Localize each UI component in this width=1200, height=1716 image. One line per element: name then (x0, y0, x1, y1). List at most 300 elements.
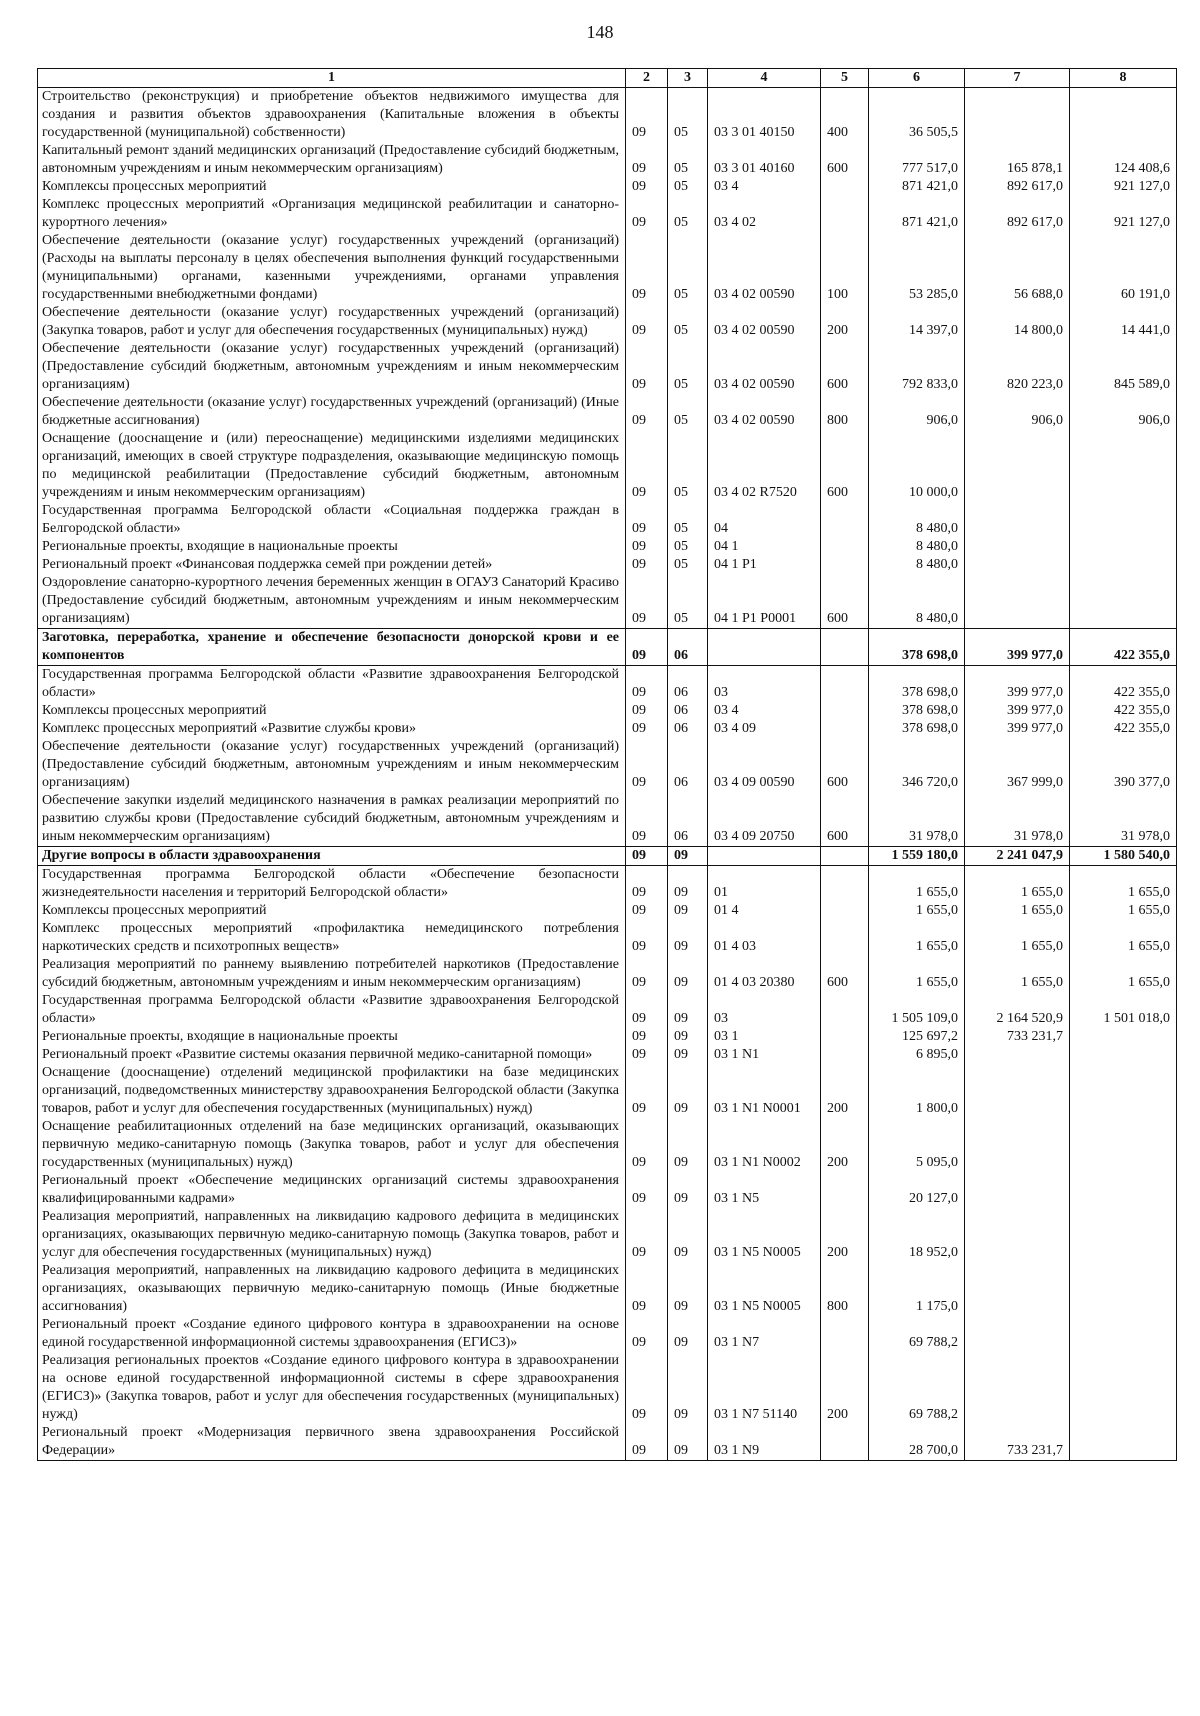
row-subsection: 05 (668, 538, 708, 556)
table-row (38, 1262, 1177, 1316)
row-amount-col8 (1070, 556, 1177, 574)
table-row (38, 1208, 1177, 1262)
row-name: Реализация мероприятий, направленных на ликвидацию кадрового дефицита в медицинских организациях, оказывающих первичную медико-санитарную помощь (Закупка товаров, работ и услуг для обеспечения государственных (муниципальных) нужд) (38, 1208, 626, 1262)
row-target-article: 01 4 03 (708, 920, 821, 956)
row-amount-col6: 1 175,0 (869, 1262, 965, 1316)
row-expense-type (821, 1316, 869, 1352)
row-amount-col6: 18 952,0 (869, 1208, 965, 1262)
row-name: Региональный проект «Модернизация первичного звена здравоохранения Российской Федерации» (38, 1424, 626, 1461)
row-section: 09 (626, 340, 668, 394)
row-expense-type (821, 502, 869, 538)
row-expense-type: 600 (821, 574, 869, 629)
row-amount-col7: 906,0 (965, 394, 1070, 430)
row-subsection: 06 (668, 702, 708, 720)
row-name: Комплекс процессных мероприятий «Развитие службы крови» (38, 720, 626, 738)
row-name: Комплекс процессных мероприятий «профилактика немедицинского потребления наркотических средств и психотропных веществ» (38, 920, 626, 956)
row-subsection: 05 (668, 178, 708, 196)
row-name: Региональный проект «Развитие системы оказания первичной медико-санитарной помощи» (38, 1046, 626, 1064)
table-row (38, 340, 1177, 394)
row-amount-col6: 10 000,0 (869, 430, 965, 502)
row-amount-col6: 378 698,0 (869, 666, 965, 703)
row-subsection: 05 (668, 430, 708, 502)
row-subsection: 09 (668, 1352, 708, 1424)
row-amount-col8 (1070, 88, 1177, 143)
row-section: 09 (626, 1424, 668, 1461)
row-section: 09 (626, 792, 668, 847)
row-amount-col7: 14 800,0 (965, 304, 1070, 340)
row-subsection: 05 (668, 574, 708, 629)
row-expense-type: 800 (821, 1262, 869, 1316)
row-section: 09 (626, 502, 668, 538)
table-row (38, 1172, 1177, 1208)
row-subsection: 09 (668, 866, 708, 903)
row-section: 09 (626, 666, 668, 703)
row-expense-type: 200 (821, 1064, 869, 1118)
row-amount-col7 (965, 556, 1070, 574)
budget-table (37, 68, 1177, 1461)
row-amount-col6: 53 285,0 (869, 232, 965, 304)
row-amount-col7: 399 977,0 (965, 720, 1070, 738)
row-amount-col7: 31 978,0 (965, 792, 1070, 847)
row-amount-col7: 165 878,1 (965, 142, 1070, 178)
row-target-article: 03 4 02 00590 (708, 394, 821, 430)
row-amount-col6: 5 095,0 (869, 1118, 965, 1172)
row-subsection: 09 (668, 1118, 708, 1172)
row-amount-col8: 1 655,0 (1070, 956, 1177, 992)
row-amount-col8 (1070, 1208, 1177, 1262)
header-col-2: 2 (626, 69, 668, 88)
row-amount-col6: 378 698,0 (869, 702, 965, 720)
row-section: 09 (626, 1208, 668, 1262)
row-amount-col7: 820 223,0 (965, 340, 1070, 394)
header-row (38, 69, 1177, 88)
row-amount-col6: 8 480,0 (869, 574, 965, 629)
row-name: Обеспечение деятельности (оказание услуг) государственных учреждений (организаций) (Закупка товаров, работ и услуг для обеспечения государственных (муниципальных) нужд) (38, 304, 626, 340)
table-row (38, 502, 1177, 538)
row-section: 09 (626, 430, 668, 502)
row-subsection: 09 (668, 1064, 708, 1118)
row-target-article: 03 4 02 00590 (708, 340, 821, 394)
table-row (38, 738, 1177, 792)
row-amount-col6: 8 480,0 (869, 502, 965, 538)
row-name: Региональные проекты, входящие в национальные проекты (38, 538, 626, 556)
row-section: 09 (626, 1046, 668, 1064)
row-name: Комплексы процессных мероприятий (38, 178, 626, 196)
row-target-article: 03 4 (708, 178, 821, 196)
row-subsection: 09 (668, 1028, 708, 1046)
row-subsection: 05 (668, 340, 708, 394)
row-target-article: 03 1 (708, 1028, 821, 1046)
table-row (38, 956, 1177, 992)
header-col-6: 6 (869, 69, 965, 88)
row-amount-col7: 399 977,0 (965, 702, 1070, 720)
row-amount-col8 (1070, 1316, 1177, 1352)
row-expense-type (821, 902, 869, 920)
row-expense-type: 200 (821, 304, 869, 340)
row-amount-col6: 6 895,0 (869, 1046, 965, 1064)
table-row (38, 902, 1177, 920)
row-subsection: 09 (668, 1046, 708, 1064)
table-row (38, 992, 1177, 1028)
row-amount-col7: 1 655,0 (965, 920, 1070, 956)
row-amount-col8 (1070, 502, 1177, 538)
header-col-4: 4 (708, 69, 821, 88)
row-amount-col8 (1070, 574, 1177, 629)
row-subsection: 09 (668, 847, 708, 866)
row-amount-col7: 733 231,7 (965, 1028, 1070, 1046)
row-name: Капитальный ремонт зданий медицинских организаций (Предоставление субсидий бюджетным, автономным учреждениям и иным некоммерческим организациям) (38, 142, 626, 178)
row-subsection: 05 (668, 394, 708, 430)
row-amount-col6: 792 833,0 (869, 340, 965, 394)
row-amount-col6: 20 127,0 (869, 1172, 965, 1208)
row-subsection: 09 (668, 920, 708, 956)
row-name: Строительство (реконструкция) и приобретение объектов недвижимого имущества для создания и развития объектов здравоохранения (Капитальные вложения в объекты государственной (муниципальной) собственности) (38, 88, 626, 143)
row-target-article: 03 4 09 (708, 720, 821, 738)
row-amount-col6: 777 517,0 (869, 142, 965, 178)
row-section: 09 (626, 196, 668, 232)
row-expense-type (821, 629, 869, 666)
row-expense-type: 200 (821, 1208, 869, 1262)
row-amount-col7 (965, 1262, 1070, 1316)
row-amount-col6: 36 505,5 (869, 88, 965, 143)
row-name: Региональный проект «Обеспечение медицинских организаций системы здравоохранения квалифицированными кадрами» (38, 1172, 626, 1208)
row-subsection: 05 (668, 88, 708, 143)
row-amount-col7 (965, 538, 1070, 556)
row-amount-col8: 1 580 540,0 (1070, 847, 1177, 866)
row-name: Государственная программа Белгородской области «Социальная поддержка граждан в Белгородской области» (38, 502, 626, 538)
row-expense-type (821, 666, 869, 703)
row-name: Государственная программа Белгородской области «Развитие здравоохранения Белгородской области» (38, 992, 626, 1028)
row-target-article: 03 4 02 (708, 196, 821, 232)
row-amount-col8: 124 408,6 (1070, 142, 1177, 178)
row-name: Другие вопросы в области здравоохранения (38, 847, 626, 866)
row-expense-type (821, 720, 869, 738)
row-subsection: 05 (668, 304, 708, 340)
row-amount-col8: 906,0 (1070, 394, 1177, 430)
row-amount-col8 (1070, 1424, 1177, 1461)
row-section: 09 (626, 866, 668, 903)
table-row (38, 574, 1177, 629)
row-amount-col8 (1070, 1046, 1177, 1064)
row-amount-col7 (965, 1172, 1070, 1208)
row-name: Оздоровление санаторно-курортного лечения беременных женщин в ОГАУЗ Санаторий Красиво (Предоставление субсидий бюджетным, автономным учреждениям и иным некоммерческим организациям) (38, 574, 626, 629)
row-target-article: 01 (708, 866, 821, 903)
row-expense-type (821, 196, 869, 232)
row-subsection: 05 (668, 556, 708, 574)
row-target-article: 03 4 02 00590 (708, 304, 821, 340)
table-row (38, 1118, 1177, 1172)
row-section: 09 (626, 88, 668, 143)
row-section: 09 (626, 574, 668, 629)
row-amount-col6: 28 700,0 (869, 1424, 965, 1461)
row-name: Обеспечение деятельности (оказание услуг) государственных учреждений (организаций) (Расходы на выплаты персоналу в целях обеспечения выполнения функций государственными (муниципальными) органами, казенными учреждениями, органами управления государственными внебюджетными фондами) (38, 232, 626, 304)
header-col-3: 3 (668, 69, 708, 88)
row-name: Заготовка, переработка, хранение и обеспечение безопасности донорской крови и ее компонентов (38, 629, 626, 666)
row-section: 09 (626, 847, 668, 866)
row-amount-col8 (1070, 538, 1177, 556)
row-target-article (708, 629, 821, 666)
row-subsection: 05 (668, 502, 708, 538)
row-amount-col6: 1 559 180,0 (869, 847, 965, 866)
row-amount-col6: 8 480,0 (869, 538, 965, 556)
row-amount-col7 (965, 1064, 1070, 1118)
row-subsection: 06 (668, 666, 708, 703)
row-subsection: 05 (668, 232, 708, 304)
row-amount-col7: 1 655,0 (965, 866, 1070, 903)
table-row (38, 1316, 1177, 1352)
row-amount-col8: 921 127,0 (1070, 178, 1177, 196)
header-col-8: 8 (1070, 69, 1177, 88)
row-amount-col8: 1 655,0 (1070, 902, 1177, 920)
row-subsection: 09 (668, 1262, 708, 1316)
row-target-article: 01 4 03 20380 (708, 956, 821, 992)
row-section: 09 (626, 1172, 668, 1208)
row-amount-col6: 31 978,0 (869, 792, 965, 847)
row-target-article: 03 (708, 666, 821, 703)
row-target-article: 04 1 P1 (708, 556, 821, 574)
row-target-article: 03 (708, 992, 821, 1028)
table-body (38, 88, 1177, 1461)
row-section: 09 (626, 394, 668, 430)
row-expense-type (821, 1424, 869, 1461)
row-expense-type (821, 538, 869, 556)
row-section: 09 (626, 1352, 668, 1424)
row-amount-col7: 399 977,0 (965, 666, 1070, 703)
row-target-article: 03 1 N1 (708, 1046, 821, 1064)
row-amount-col8: 1 501 018,0 (1070, 992, 1177, 1028)
row-amount-col6: 871 421,0 (869, 178, 965, 196)
row-section: 09 (626, 556, 668, 574)
row-amount-col8: 845 589,0 (1070, 340, 1177, 394)
row-section: 09 (626, 992, 668, 1028)
row-target-article: 04 1 P1 P0001 (708, 574, 821, 629)
header-col-7: 7 (965, 69, 1070, 88)
row-amount-col6: 871 421,0 (869, 196, 965, 232)
row-amount-col6: 14 397,0 (869, 304, 965, 340)
row-expense-type: 200 (821, 1118, 869, 1172)
row-amount-col7 (965, 1316, 1070, 1352)
row-expense-type: 400 (821, 88, 869, 143)
row-amount-col6: 346 720,0 (869, 738, 965, 792)
row-amount-col7: 1 655,0 (965, 902, 1070, 920)
row-target-article: 03 1 N5 (708, 1172, 821, 1208)
table-section-row (38, 847, 1177, 866)
row-subsection: 05 (668, 142, 708, 178)
row-name: Государственная программа Белгородской области «Обеспечение безопасности жизнедеятельности населения и территорий Белгородской области» (38, 866, 626, 903)
row-amount-col6: 1 800,0 (869, 1064, 965, 1118)
row-amount-col6: 906,0 (869, 394, 965, 430)
row-amount-col8: 422 355,0 (1070, 702, 1177, 720)
row-amount-col7: 733 231,7 (965, 1424, 1070, 1461)
table-row (38, 1424, 1177, 1461)
page-number: 148 (586, 22, 614, 42)
row-section: 09 (626, 629, 668, 666)
row-name: Комплекс процессных мероприятий «Организация медицинской реабилитации и санаторно-курортного лечения» (38, 196, 626, 232)
row-target-article: 03 1 N9 (708, 1424, 821, 1461)
row-name: Обеспечение деятельности (оказание услуг) государственных учреждений (организаций) (Предоставление субсидий бюджетным, автономным учреждениям и иным некоммерческим организациям) (38, 340, 626, 394)
row-amount-col8: 422 355,0 (1070, 629, 1177, 666)
row-amount-col8: 422 355,0 (1070, 666, 1177, 703)
table-row (38, 196, 1177, 232)
row-name: Региональный проект «Финансовая поддержка семей при рождении детей» (38, 556, 626, 574)
row-target-article: 03 3 01 40150 (708, 88, 821, 143)
row-expense-type (821, 920, 869, 956)
row-name: Региональный проект «Создание единого цифрового контура в здравоохранении на основе единой государственной информационной системы здравоохранения (ЕГИСЗ)» (38, 1316, 626, 1352)
table-row (38, 556, 1177, 574)
row-amount-col7: 399 977,0 (965, 629, 1070, 666)
row-target-article: 03 4 02 00590 (708, 232, 821, 304)
row-target-article: 03 3 01 40160 (708, 142, 821, 178)
row-target-article: 03 1 N1 N0002 (708, 1118, 821, 1172)
row-amount-col7: 56 688,0 (965, 232, 1070, 304)
table-row (38, 1352, 1177, 1424)
row-amount-col8: 1 655,0 (1070, 920, 1177, 956)
row-amount-col6: 1 655,0 (869, 920, 965, 956)
row-name: Оснащение реабилитационных отделений на базе медицинских организаций, оказывающих первичную медико-санитарную помощь (Закупка товаров, работ и услуг для обеспечения государственных (муниципальных) нужд) (38, 1118, 626, 1172)
row-target-article: 03 4 02 R7520 (708, 430, 821, 502)
row-expense-type (821, 1172, 869, 1208)
row-amount-col8: 422 355,0 (1070, 720, 1177, 738)
table-section-row (38, 629, 1177, 666)
row-amount-col7: 892 617,0 (965, 196, 1070, 232)
table-row (38, 88, 1177, 143)
table-row (38, 232, 1177, 304)
row-target-article: 03 1 N7 51140 (708, 1352, 821, 1424)
row-expense-type: 600 (821, 792, 869, 847)
row-amount-col7: 367 999,0 (965, 738, 1070, 792)
row-amount-col6: 1 505 109,0 (869, 992, 965, 1028)
row-subsection: 05 (668, 196, 708, 232)
table-row (38, 920, 1177, 956)
row-expense-type: 600 (821, 956, 869, 992)
table-row (38, 1046, 1177, 1064)
row-amount-col6: 69 788,2 (869, 1316, 965, 1352)
row-amount-col7: 1 655,0 (965, 956, 1070, 992)
row-amount-col7 (965, 1118, 1070, 1172)
row-amount-col8: 60 191,0 (1070, 232, 1177, 304)
row-section: 09 (626, 1118, 668, 1172)
row-amount-col7: 2 164 520,9 (965, 992, 1070, 1028)
row-target-article: 04 1 (708, 538, 821, 556)
table-row (38, 304, 1177, 340)
row-target-article: 03 1 N5 N0005 (708, 1208, 821, 1262)
row-name: Оснащение (дооснащение и (или) переоснащение) медицинскими изделиями медицинских организаций, имеющих в своей структуре подразделения, оказывающие медицинскую помощь по медицинской реабилитации (Предоставление субсидий бюджетным, автономным учреждениям и иным некоммерческим организациям) (38, 430, 626, 502)
row-subsection: 09 (668, 992, 708, 1028)
row-section: 09 (626, 1262, 668, 1316)
row-amount-col7 (965, 430, 1070, 502)
row-subsection: 09 (668, 902, 708, 920)
row-amount-col8 (1070, 1172, 1177, 1208)
row-target-article: 04 (708, 502, 821, 538)
row-section: 09 (626, 178, 668, 196)
row-expense-type (821, 847, 869, 866)
row-expense-type (821, 866, 869, 903)
row-subsection: 09 (668, 1316, 708, 1352)
row-subsection: 06 (668, 738, 708, 792)
table-row (38, 792, 1177, 847)
row-name: Обеспечение закупки изделий медицинского назначения в рамках реализации мероприятий по развитию службы крови (Предоставление субсидий бюджетным, автономным учреждениям и иным некоммерческим организациям) (38, 792, 626, 847)
row-section: 09 (626, 738, 668, 792)
row-name: Реализация региональных проектов «Создание единого цифрового контура в здравоохранении на основе единой государственной информационной системы в сфере здравоохранения (ЕГИСЗ)» (Закупка товаров, работ и услуг для обеспечения государственных (муниципальных) нужд) (38, 1352, 626, 1424)
row-name: Региональные проекты, входящие в национальные проекты (38, 1028, 626, 1046)
row-amount-col8: 921 127,0 (1070, 196, 1177, 232)
row-expense-type: 200 (821, 1352, 869, 1424)
row-section: 09 (626, 902, 668, 920)
header-col-1: 1 (38, 69, 626, 88)
table-row (38, 866, 1177, 903)
row-expense-type (821, 1028, 869, 1046)
table-row (38, 1064, 1177, 1118)
row-subsection: 06 (668, 792, 708, 847)
row-amount-col7 (965, 502, 1070, 538)
row-name: Оснащение (дооснащение) отделений медицинской профилактики на базе медицинских организаций, подведомственных министерству здравоохранения Белгородской области (Закупка товаров, работ и услуг для обеспечения государственных (муниципальных) нужд) (38, 1064, 626, 1118)
row-amount-col6: 8 480,0 (869, 556, 965, 574)
row-amount-col7 (965, 88, 1070, 143)
row-expense-type: 600 (821, 430, 869, 502)
row-target-article: 03 1 N7 (708, 1316, 821, 1352)
row-section: 09 (626, 720, 668, 738)
row-target-article (708, 847, 821, 866)
row-target-article: 01 4 (708, 902, 821, 920)
row-amount-col6: 378 698,0 (869, 629, 965, 666)
row-section: 09 (626, 702, 668, 720)
row-amount-col8 (1070, 1118, 1177, 1172)
row-name: Комплексы процессных мероприятий (38, 902, 626, 920)
row-section: 09 (626, 232, 668, 304)
row-target-article: 03 4 (708, 702, 821, 720)
row-amount-col8: 390 377,0 (1070, 738, 1177, 792)
row-amount-col6: 125 697,2 (869, 1028, 965, 1046)
row-section: 09 (626, 304, 668, 340)
row-amount-col7 (965, 1046, 1070, 1064)
row-amount-col8 (1070, 1262, 1177, 1316)
table-row (38, 178, 1177, 196)
row-section: 09 (626, 920, 668, 956)
row-amount-col6: 69 788,2 (869, 1352, 965, 1424)
row-amount-col7 (965, 574, 1070, 629)
row-section: 09 (626, 538, 668, 556)
row-target-article: 03 4 09 00590 (708, 738, 821, 792)
row-section: 09 (626, 956, 668, 992)
row-amount-col8: 14 441,0 (1070, 304, 1177, 340)
row-section: 09 (626, 1064, 668, 1118)
row-amount-col7: 2 241 047,9 (965, 847, 1070, 866)
row-expense-type: 100 (821, 232, 869, 304)
row-name: Реализация мероприятий, направленных на ликвидацию кадрового дефицита в медицинских организациях, оказывающих первичную медико-санитарную помощь (Иные бюджетные ассигнования) (38, 1262, 626, 1316)
row-subsection: 09 (668, 1424, 708, 1461)
row-amount-col6: 1 655,0 (869, 902, 965, 920)
row-name: Государственная программа Белгородской области «Развитие здравоохранения Белгородской области» (38, 666, 626, 703)
row-expense-type: 600 (821, 340, 869, 394)
row-target-article: 03 4 09 20750 (708, 792, 821, 847)
row-expense-type: 800 (821, 394, 869, 430)
row-name: Обеспечение деятельности (оказание услуг) государственных учреждений (организаций) (Иные бюджетные ассигнования) (38, 394, 626, 430)
row-amount-col6: 1 655,0 (869, 956, 965, 992)
table-row (38, 538, 1177, 556)
table-row (38, 1028, 1177, 1046)
row-subsection: 09 (668, 956, 708, 992)
row-expense-type (821, 992, 869, 1028)
row-amount-col8 (1070, 1064, 1177, 1118)
row-expense-type: 600 (821, 142, 869, 178)
row-name: Обеспечение деятельности (оказание услуг) государственных учреждений (организаций) (Предоставление субсидий бюджетным, автономным учреждениям и иным некоммерческим организациям) (38, 738, 626, 792)
row-amount-col8 (1070, 1028, 1177, 1046)
row-amount-col6: 1 655,0 (869, 866, 965, 903)
row-subsection: 09 (668, 1208, 708, 1262)
row-subsection: 09 (668, 1172, 708, 1208)
row-amount-col8: 1 655,0 (1070, 866, 1177, 903)
row-section: 09 (626, 142, 668, 178)
